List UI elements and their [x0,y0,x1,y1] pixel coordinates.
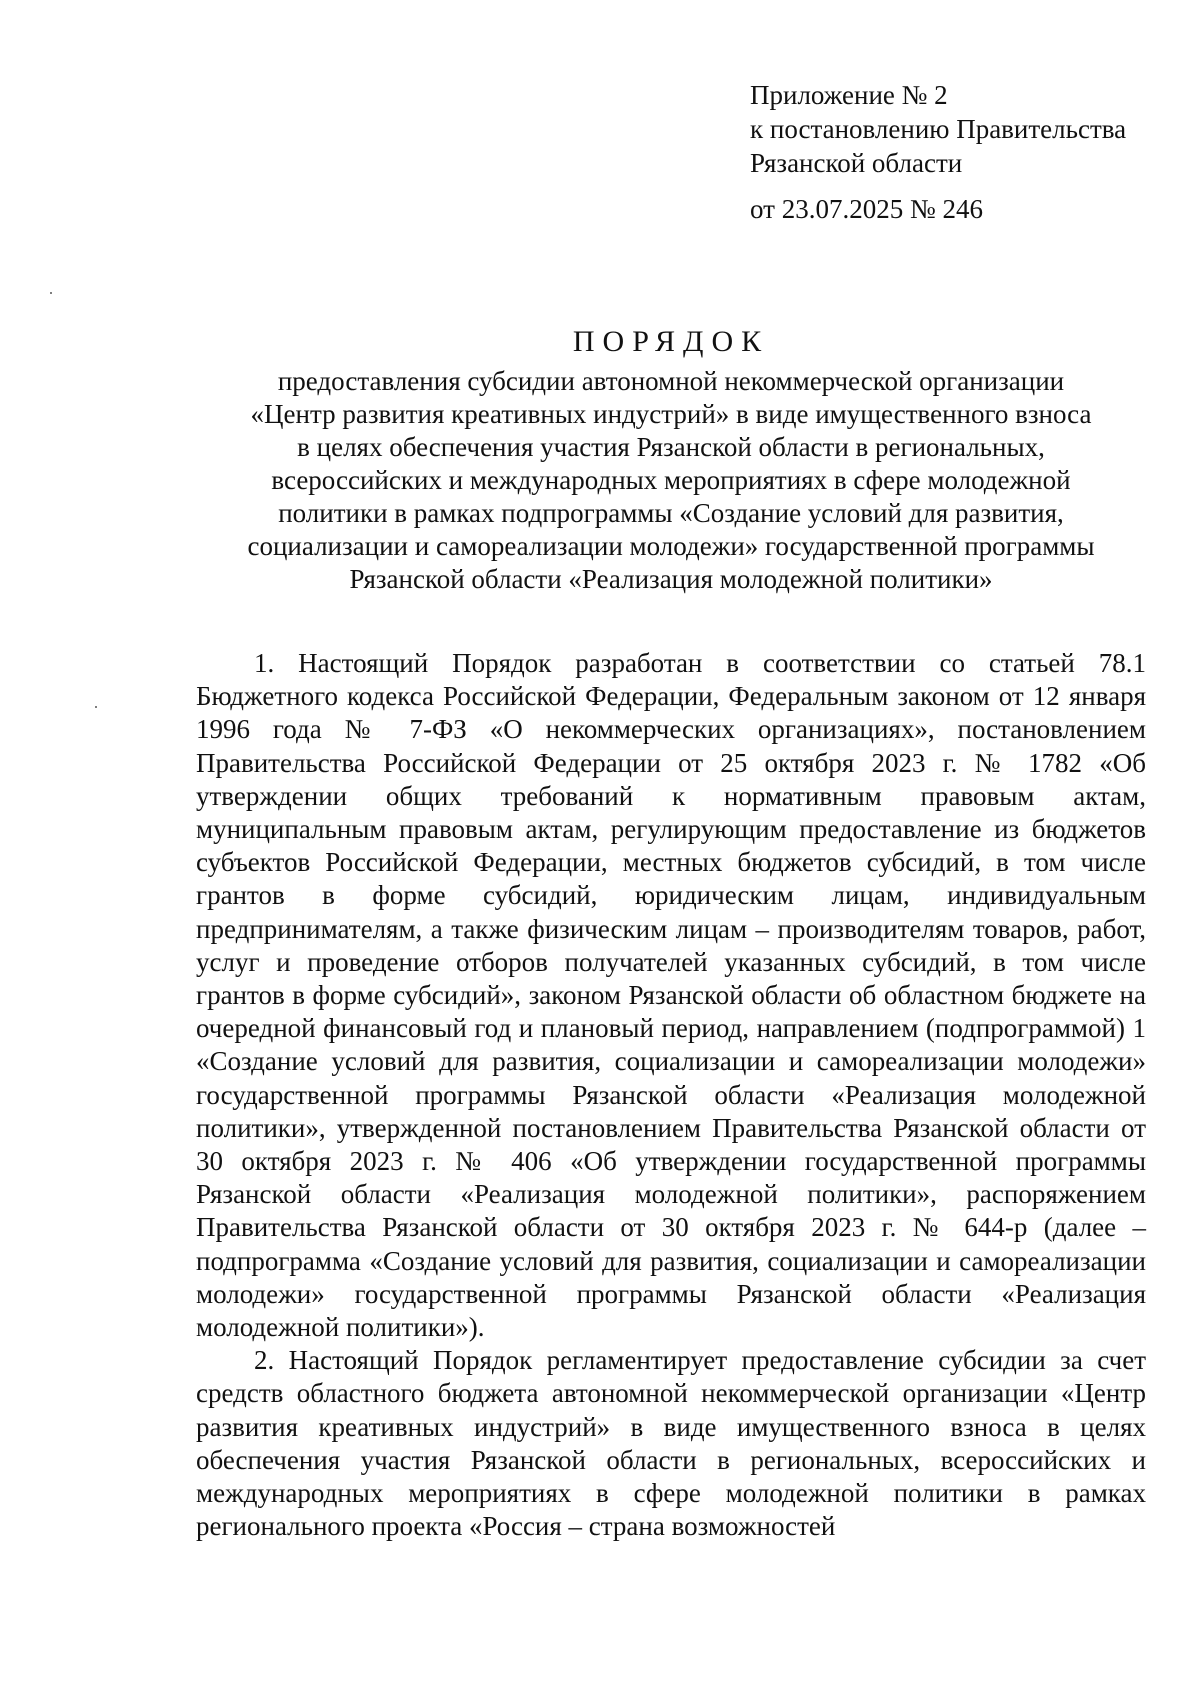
paragraph-2: 2. Настоящий Порядок регламентирует предоставление субсидии за счет средств областного бюджета автономной некоммерческой организации «Центр развития креативных индустрий» в виде имущественного взноса в целях обеспечения участия Рязанской области в региональных, всероссийских и международных мероприятиях в сфере молодежной политики в рамках регионального проекта «Россия – страна возможностей [196,1345,1146,1542]
title-subtitle [196,365,1146,596]
document-title [196,323,1146,596]
document-body [196,647,1146,1543]
appendix-region: Рязанской области [750,148,963,178]
title-line: «Центр развития креативных индустрий» в виде имущественного взноса [250,399,1092,429]
title-line: всероссийских и международных мероприятиях в сфере молодежной [271,465,1071,495]
appendix-date: от 23.07.2025 № 246 [750,194,983,224]
title-line: предоставления субсидии автономной некоммерческой организации [277,366,1065,396]
scan-speck [50,292,52,294]
title-line: Рязанской области «Реализация молодежной политики» [349,564,993,594]
title-line: в целях обеспечения участия Рязанской области в региональных, [297,432,1045,462]
title-line: социализации и самореализации молодежи» государственной программы [247,531,1095,561]
paragraph-1: 1. Настоящий Порядок разработан в соответствии со статьей 78.1 Бюджетного кодекса Российской Федерации, Федеральным законом от 12 января 1996 года № 7-ФЗ «О некоммерческих организациях», постановлением Правительства Российской Федерации от 25 октября 2023 г. № 1782 «Об утверждении общих требований к нормативным правовым актам, муниципальным правовым актам, регулирующим предоставление из бюджетов субъектов Российской Федерации, местных бюджетов субсидий, в том числе грантов в форме субсидий, юридическим лицам, индивидуальным предпринимателям, а также физическим лицам – производителям товаров, работ, услуг и проведение отборов получателей указанных субсидий, в том числе грантов в форме субсидий», законом Рязанской области об областном бюджете на очередной финансовый год и плановый период, направлением (подпрограммой) 1 «Создание условий для развития, социализации и самореализации молодежи» государственной программы Рязанской области «Реализация молодежной политики», утвержденной постановлением Правительства Рязанской области от 30 октября 2023 г. № 406 «Об утверждении государственной программы Рязанской области «Реализация молодежной политики», распоряжением Правительства Рязанской области от 30 октября 2023 г. № 644-р (далее – подпрограмма «Создание условий для развития, социализации и самореализации молодежи» государственной программы Рязанской области «Реализация молодежной политики»). [196,648,1146,1343]
title-main: ПОРЯДОК [572,325,770,358]
appendix-number: Приложение № 2 [750,80,948,110]
scan-speck [95,706,97,708]
title-line: политики в рамках подпрограммы «Создание условий для развития, [278,498,1064,528]
appendix-header [750,78,1170,226]
appendix-reference: к постановлению Правительства [750,114,1127,144]
